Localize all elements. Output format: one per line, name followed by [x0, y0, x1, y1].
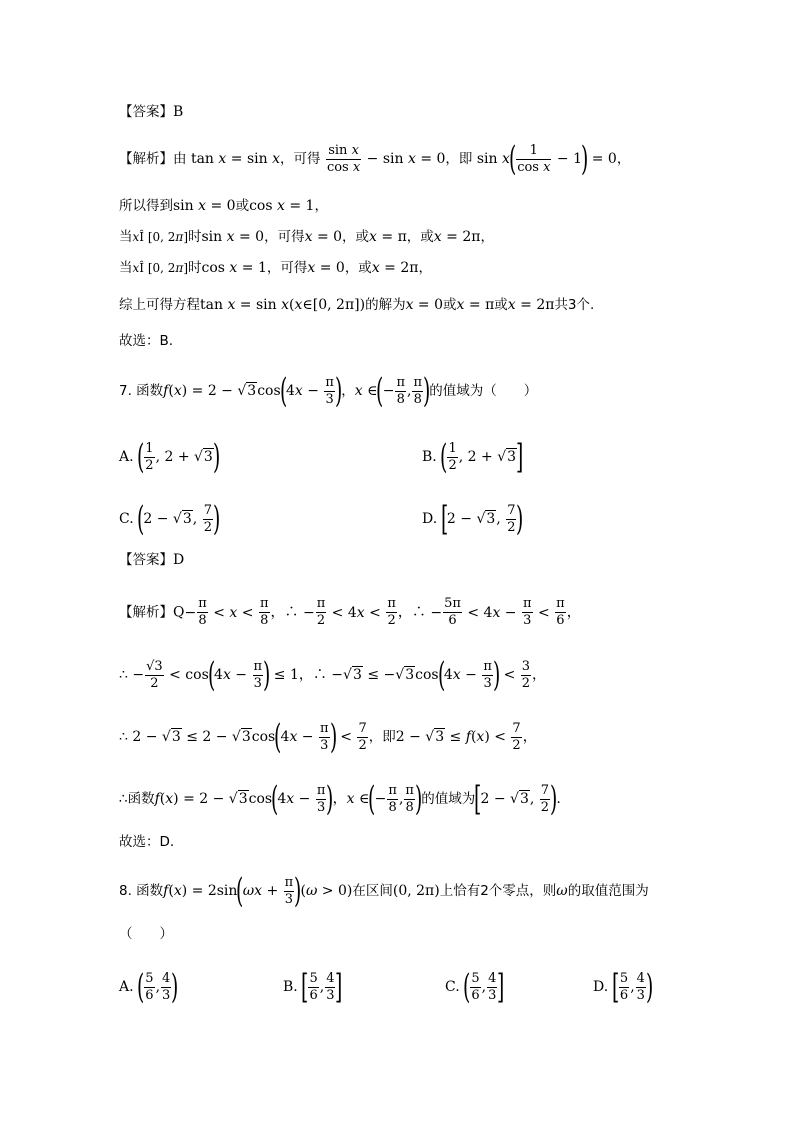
math-expr: [2 − √3, $\frac{7}{2}$ ). [474, 779, 561, 819]
q6-analysis-line-1: 【解析】由 tan x = sin x，可得 $\frac{\text{sin x}}{\text{cos x}}$ − sin x = 0，即 sin x( $\frac{1}{\text{cos x}}$ − 1) = 0， [119, 139, 631, 179]
q6-analysis-line-2: 所以得到sin x = 0或cos x = 1， [119, 198, 328, 214]
q6-analysis-line-4: 当xÎ [0, 2π]时cos x = 1，可得x = 0，或x = 2π， [119, 260, 432, 276]
math-expr: x = 0 [405, 297, 444, 313]
q7-option-a[interactable]: A. ( $\frac{1}{2}$ , 2 + √3) [119, 437, 221, 477]
q7-analysis-line-1: 【解析】Q− $\frac{\pi}{8}$ < x < $\frac{\pi}{8}$ ，∴ − $\frac{\pi}{2}$ < 4x < $\frac{\pi}{2}$ ，∴ − $\frac{5\pi}{6}$ < 4x − $\frac{\pi}{3}$ < $\frac{\pi}{6}$ ， [119, 596, 581, 628]
math-expr: tan x = sin x(x∈[0, 2π]) [200, 297, 366, 313]
math-expr: − $\frac{\pi}{8}$ < x < $\frac{\pi}{8}$ [184, 596, 269, 628]
math-expr: ( $\frac{5}{6}$ , $\frac{4}{3}$ ] [463, 967, 505, 1007]
q7-analysis-line-3: ∴ 2 − √3 ≤ 2 − √3cos(4x − $\frac{\pi}{3}$ ) < $\frac{7}{2}$ ，即2 − √3 ≤ f(x) < $\frac{7}{2}$ ， [119, 717, 537, 757]
math-expr: −√3 ≤ −√3cos(4x − $\frac{\pi}{3}$ ) < $\frac{3}{2}$ [326, 655, 531, 695]
math-expr: ( $\frac{1}{2}$ , 2 + √3) [137, 437, 221, 477]
math-expr: f(x) = 2 − √3cos(4x − $\frac{\pi}{3}$ ) [163, 371, 343, 411]
math-expr: cos x = 1 [249, 198, 315, 214]
math-expr: − $\frac{5\pi}{6}$ < 4x − $\frac{\pi}{3}$ < $\frac{\pi}{6}$ [425, 596, 565, 628]
q8-stem: 8. 函数f(x) = 2sin(ωx + $\frac{\pi}{3}$ )(ω > 0)在区间(0, 2π)上恰有2个零点，则ω的取值范围为 [119, 871, 649, 911]
math-expr: f(x) = 2 − √3cos(4x − $\frac{\pi}{3}$ ) [154, 779, 334, 819]
math-expr: f(x) = 2sin(ωx + $\frac{\pi}{3}$ )(ω > 0) [163, 871, 353, 911]
answer-value: B [173, 104, 184, 120]
math-expr: (0, 2π) [392, 883, 440, 899]
q7-analysis-line-4: ∴函数f(x) = 2 − √3cos(4x − $\frac{\pi}{3}$ )，x ∈(− $\frac{\pi}{8}$ , $\frac{\pi}{8}$ )的值域为[2 − √3, $\frac{7}{2}$ ). [119, 779, 561, 819]
math-expr: x ∈(− $\frac{\pi}{8}$ , $\frac{\pi}{8}$ ) [354, 371, 431, 411]
q6-conclusion: 故选：B. [119, 333, 174, 349]
math-expr: − $\frac{√3}{2}$ < cos(4x − $\frac{\pi}{3}$ ) ≤ 1 [127, 655, 299, 695]
math-expr: xÎ [0, 2π] [132, 261, 188, 275]
math-expr: x = 0 [307, 260, 345, 276]
math-expr: tan x = sin x [190, 151, 280, 167]
math-expr: xÎ [0, 2π] [132, 230, 188, 244]
math-expr: 2 − √3 ≤ 2 − √3cos(4x − $\frac{\pi}{3}$ ) < $\frac{7}{2}$ [127, 717, 367, 757]
q7-answer-line [119, 550, 184, 570]
math-expr: 2 − √3 ≤ f(x) < $\frac{7}{2}$ [395, 720, 521, 753]
answer-value: D [173, 552, 185, 568]
answer-label: 【答案】 [119, 552, 173, 568]
q6-analysis-line-3: 当xÎ [0, 2π]时sin x = 0，可得x = 0，或x = π，或x = 2π， [119, 229, 494, 245]
q8-option-b[interactable]: B. [ $\frac{5}{6}$ , $\frac{4}{3}$ ] [283, 967, 343, 1007]
q7-option-d[interactable]: D. [2 − √3, $\frac{7}{2}$ ) [422, 499, 524, 539]
math-expr: x = π [456, 297, 495, 313]
analysis-label: 【解析】 [119, 151, 173, 167]
math-expr: x = π [369, 229, 407, 245]
q7-stem: 7. 函数f(x) = 2 − √3cos(4x − $\frac{\pi}{3}$ )，x ∈(− $\frac{\pi}{8}$ , $\frac{\pi}{8}$ )的值域为（ ） [119, 371, 538, 411]
q6-analysis-line-5: 综上可得方程tan x = sin x(x∈[0, 2π])的解为x = 0或x = π或x = 2π共3个. [119, 297, 595, 313]
q7-analysis-line-2: ∴ − $\frac{√3}{2}$ < cos(4x − $\frac{\pi}{3}$ ) ≤ 1，∴ −√3 ≤ −√3cos(4x − $\frac{\pi}{3}$ ) < $\frac{3}{2}$ ， [119, 655, 547, 695]
math-expr: [2 − √3, $\frac{7}{2}$ ) [440, 499, 524, 539]
math-expr: [ $\frac{5}{6}$ , $\frac{4}{3}$ ) [611, 967, 654, 1007]
q8-option-c[interactable]: C. ( $\frac{5}{6}$ , $\frac{4}{3}$ ] [445, 967, 505, 1007]
math-expr: − $\frac{\pi}{2}$ < 4x < $\frac{\pi}{2}$ [298, 596, 396, 628]
q7-option-c[interactable]: C. (2 − √3, $\frac{7}{2}$ ) [119, 499, 221, 539]
math-expr: sin x = 0 [201, 229, 265, 245]
math-expr: x = 2π [371, 260, 419, 276]
math-expr: ω [556, 883, 568, 899]
q8-option-d[interactable]: D. [ $\frac{5}{6}$ , $\frac{4}{3}$ ) [593, 967, 654, 1007]
q6-answer-line [119, 102, 183, 122]
q8-option-a[interactable]: A. ( $\frac{5}{6}$ , $\frac{4}{3}$ ) [119, 967, 179, 1007]
question-number: 7. 函数 [119, 383, 164, 399]
question-number: 8. 函数 [119, 883, 164, 899]
math-expr: ( $\frac{1}{2}$ , 2 + √3] [440, 437, 524, 477]
math-expr: $\frac{\text{sin x}}{\text{cos x}}$ − sin x = 0 [326, 142, 446, 175]
answer-label: 【答案】 [119, 104, 173, 120]
math-expr: [ $\frac{5}{6}$ , $\frac{4}{3}$ ] [301, 967, 343, 1007]
math-expr: x = 0 [304, 229, 343, 245]
math-expr: x = 2π [433, 229, 481, 245]
math-expr: sin x = 0 [173, 198, 236, 214]
math-expr: (2 − √3, $\frac{7}{2}$ ) [137, 499, 221, 539]
math-expr: cos x = 1 [201, 260, 267, 276]
q8-paren: （ ） [119, 926, 173, 942]
q7-option-b[interactable]: B. ( $\frac{1}{2}$ , 2 + √3] [422, 437, 524, 477]
analysis-label: 【解析】 [119, 604, 173, 621]
q7-conclusion: 故选：D. [119, 834, 175, 850]
math-expr: x ∈(− $\frac{\pi}{8}$ , $\frac{\pi}{8}$ ) [346, 779, 423, 819]
math-expr: ( $\frac{5}{6}$ , $\frac{4}{3}$ ) [137, 967, 179, 1007]
math-expr: sin x( $\frac{1}{\text{cos x}}$ − 1) = 0 [476, 139, 617, 179]
math-expr: x = 2π [507, 297, 555, 313]
